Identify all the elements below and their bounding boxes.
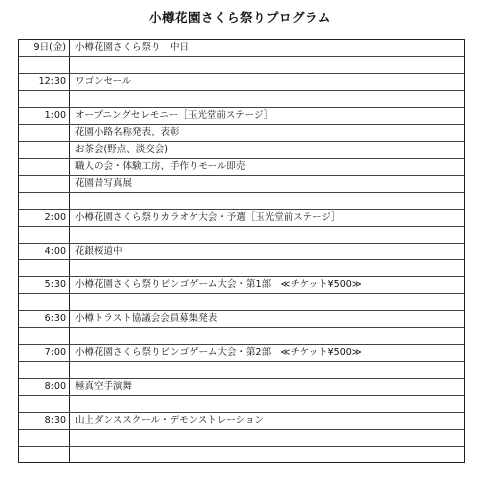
schedule-row [19,108,464,125]
row-event: 花園昔写真展 [75,177,133,189]
row-time [19,362,66,378]
row-time: 8:00 [44,381,66,393]
schedule-row [19,294,464,311]
row-time [19,91,66,107]
schedule-row [19,311,464,328]
row-event [75,91,460,107]
schedule-row [19,40,464,57]
row-time: 1:00 [44,109,66,121]
schedule-row [19,210,464,227]
row-event [75,328,460,344]
schedule-row [19,328,464,345]
schedule-row [19,447,464,464]
row-time [19,227,66,243]
row-time [19,447,66,464]
row-time [19,57,66,73]
row-time [19,142,66,158]
schedule-row [19,260,464,277]
row-time [19,430,66,446]
schedule-row [19,57,464,74]
row-event: オープニングセレモニー［玉光堂前ステージ］ [75,109,274,121]
row-event: 小樽花園さくら祭り 中日 [75,42,190,53]
row-time: 9日(金) [33,42,66,53]
row-event: 職人の会・体験工房、手作りモール即売 [75,160,246,172]
row-event: 山上ダンススクール・デモンストレーション [75,415,264,427]
row-event [75,396,460,412]
schedule-row [19,227,464,244]
row-event [75,294,460,310]
row-time [19,396,66,412]
row-event [75,430,460,446]
row-time: 4:00 [44,245,66,257]
row-event: 小樽花園さくら祭りビンゴゲーム大会・第2部 ≪チケット¥500≫ [75,347,362,359]
schedule-row [19,125,464,142]
row-event: お茶会(野点、淡交会) [75,143,168,155]
row-event [75,260,460,276]
row-event: 花園小路名称発表、表彰 [75,126,180,138]
row-time [19,176,66,192]
row-event: 極真空手演舞 [75,381,133,393]
schedule-row [19,176,464,193]
row-time: 2:00 [44,211,66,223]
row-time [19,125,66,141]
row-time: 5:30 [44,279,66,291]
schedule-row [19,362,464,379]
row-event: 花銀桜道中 [75,245,123,257]
row-event: ワゴンセール [75,75,132,87]
schedule-row [19,379,464,396]
row-time [19,193,66,209]
schedule-row [19,244,464,261]
row-time [19,260,66,276]
schedule-row [19,396,464,413]
row-event: 小樽花園さくら祭りカラオケ大会・予選［玉光堂前ステージ］ [75,211,341,223]
row-event [75,193,460,209]
row-event [75,447,460,464]
row-time [19,328,66,344]
schedule-row [19,345,464,362]
row-time [19,294,66,310]
row-event [75,57,460,73]
schedule-row [19,159,464,176]
row-time: 7:00 [44,347,66,359]
schedule-row [19,430,464,447]
row-event [75,362,460,378]
schedule-row [19,91,464,108]
schedule-row [19,193,464,210]
row-event: 小樽花園さくら祭りビンゴゲーム大会・第1部 ≪チケット¥500≫ [75,279,362,291]
row-event [75,227,460,243]
page-title: 小樽花園さくら祭りプログラム [149,10,331,25]
row-time [19,159,66,175]
row-time: 12:30 [38,75,66,87]
schedule-table [18,39,465,463]
row-time: 6:30 [44,313,66,325]
schedule-row [19,277,464,294]
row-time: 8:30 [44,415,66,427]
schedule-row [19,413,464,430]
row-event: 小樽トラスト協議会会員募集発表 [75,313,218,325]
schedule-row [19,142,464,159]
schedule-row [19,74,464,91]
